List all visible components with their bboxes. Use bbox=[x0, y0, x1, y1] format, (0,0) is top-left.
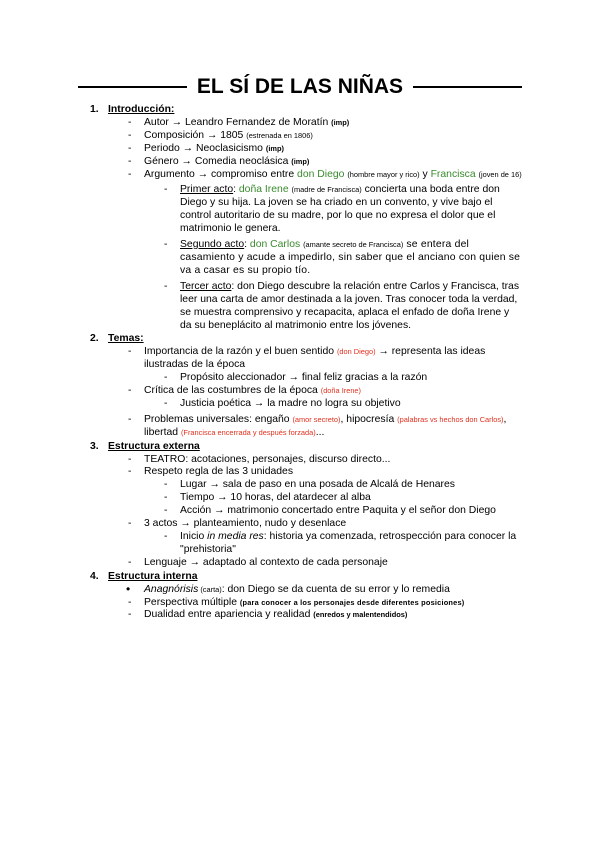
list-item: - Primer acto: doña Irene (madre de Francisca) concierta una boda entre don Diego y su hija. La joven se ha criado en un convento, y vive bajo el control autoritario de su madre, por lo que no expresa el dolor que el matrimonio le genera. bbox=[164, 184, 500, 235]
bullet: • bbox=[126, 581, 131, 596]
list-item: - Justicia poética → la madre no logra su objetivo bbox=[164, 397, 401, 409]
list-item: - Perspectiva múltiple (para conocer a los personajes desde diferentes posiciones) bbox=[128, 596, 465, 608]
list-item: - Respeto regla de las 3 unidades bbox=[128, 466, 294, 478]
section-heading bbox=[0, 104, 600, 117]
section-number: 2. bbox=[90, 333, 99, 345]
section-label: Temas: bbox=[108, 333, 144, 345]
list-item: - 3 actos → planteamiento, nudo y desenlace bbox=[128, 518, 347, 530]
list-item: - Género → Comedia neoclásica (imp) bbox=[128, 155, 310, 167]
section-heading bbox=[0, 333, 600, 346]
bullet: - bbox=[128, 609, 132, 621]
bullet: - bbox=[164, 531, 168, 542]
list-item: - Inicio in media res: historia ya comenzada, retrospección para conocer la "prehistoria" bbox=[164, 531, 517, 555]
bullet: - bbox=[164, 505, 168, 517]
bullet: - bbox=[164, 372, 168, 384]
bullet: - bbox=[128, 466, 132, 478]
list-item: - Acción → matrimonio concertado entre Paquita y el señor don Diego bbox=[164, 505, 496, 517]
section-number: 3. bbox=[90, 440, 99, 452]
bullet: - bbox=[128, 116, 132, 128]
list-item: - Tercer acto: don Diego descubre la relación entre Carlos y Francisca, tras leer una carta de amor destinada a la joven. Tras conocer toda la verdad, se muestra comprensivo y recapacita, aplaca el enfado de doña Irene y da su beneplácito al matrimonio entre los jóvenes. bbox=[164, 280, 520, 331]
bullet: - bbox=[128, 346, 132, 358]
bullet: - bbox=[128, 596, 132, 608]
bullet: - bbox=[164, 280, 168, 292]
bullet: - bbox=[128, 453, 132, 465]
section-number: 4. bbox=[90, 570, 99, 582]
section-heading bbox=[0, 571, 600, 584]
list-item: - Importancia de la razón y el buen sentido (don Diego) → representa las ideas ilustradas de la época bbox=[128, 346, 486, 371]
section-heading bbox=[0, 441, 600, 454]
bullet: - bbox=[128, 129, 132, 141]
title-row bbox=[78, 72, 522, 102]
bullet: - bbox=[128, 518, 132, 530]
section-label: Introducción: bbox=[108, 104, 175, 115]
bullet: - bbox=[128, 142, 132, 154]
bullet: - bbox=[164, 184, 168, 196]
section-number: 1. bbox=[90, 104, 99, 115]
title-rule-left bbox=[78, 86, 187, 88]
list-item: - Composición → 1805 (estrenada en 1806) bbox=[128, 129, 313, 141]
list-item: - TEATRO: acotaciones, personajes, discurso directo... bbox=[128, 453, 391, 465]
list-item: - Lugar → sala de paso en una posada de Alcalá de Henares bbox=[164, 479, 455, 491]
title-rule-right bbox=[413, 86, 522, 88]
list-item: - Crítica de las costumbres de la época (doña Irene) bbox=[128, 385, 361, 397]
bullet: - bbox=[164, 479, 168, 491]
section-label: Estructura externa bbox=[108, 440, 200, 452]
bullet: - bbox=[128, 385, 132, 397]
bullet: - bbox=[128, 155, 132, 167]
list-item: • Anagnórisis (carta): don Diego se da cuenta de su error y lo remedia bbox=[126, 581, 450, 596]
list-item: - Argumento → compromiso entre don Diego (hombre mayor y rico) y Francisca (joven de 16) bbox=[128, 168, 522, 180]
list-item: - Lenguaje → adaptado al contexto de cada personaje bbox=[128, 556, 388, 568]
list-item: - Propósito aleccionador → final feliz gracias a la razón bbox=[164, 372, 428, 384]
bullet: - bbox=[128, 556, 132, 568]
bullet: - bbox=[128, 168, 132, 180]
bullet: - bbox=[128, 413, 132, 425]
list-item: - Autor → Leandro Fernandez de Moratín (imp) bbox=[128, 116, 350, 128]
list-item: - Dualidad entre apariencia y realidad (enredos y malentendidos) bbox=[128, 609, 408, 621]
section-label: Estructura interna bbox=[108, 570, 198, 582]
document-body bbox=[0, 104, 600, 622]
bullet: - bbox=[164, 492, 168, 504]
bullet: - bbox=[164, 239, 168, 251]
list-item: - Problemas universales: engaño (amor secreto), hipocresía (palabras vs hechos don Carlos), libertad (Francisca encerrada y después forzada)... bbox=[128, 413, 507, 438]
page-title: EL SÍ DE LAS NIÑAS bbox=[196, 75, 404, 98]
list-item: - Tiempo → 10 horas, del atardecer al alba bbox=[164, 492, 371, 504]
list-item: - Periodo → Neoclasicismo (imp) bbox=[128, 142, 284, 154]
list-item: - Segundo acto: don Carlos (amante secreto de Francisca) se entera del casamiento y acude a impedirlo, sin saber que el anciano con quien se va a casar es su propio tío. bbox=[164, 239, 521, 276]
bullet: - bbox=[164, 397, 168, 409]
